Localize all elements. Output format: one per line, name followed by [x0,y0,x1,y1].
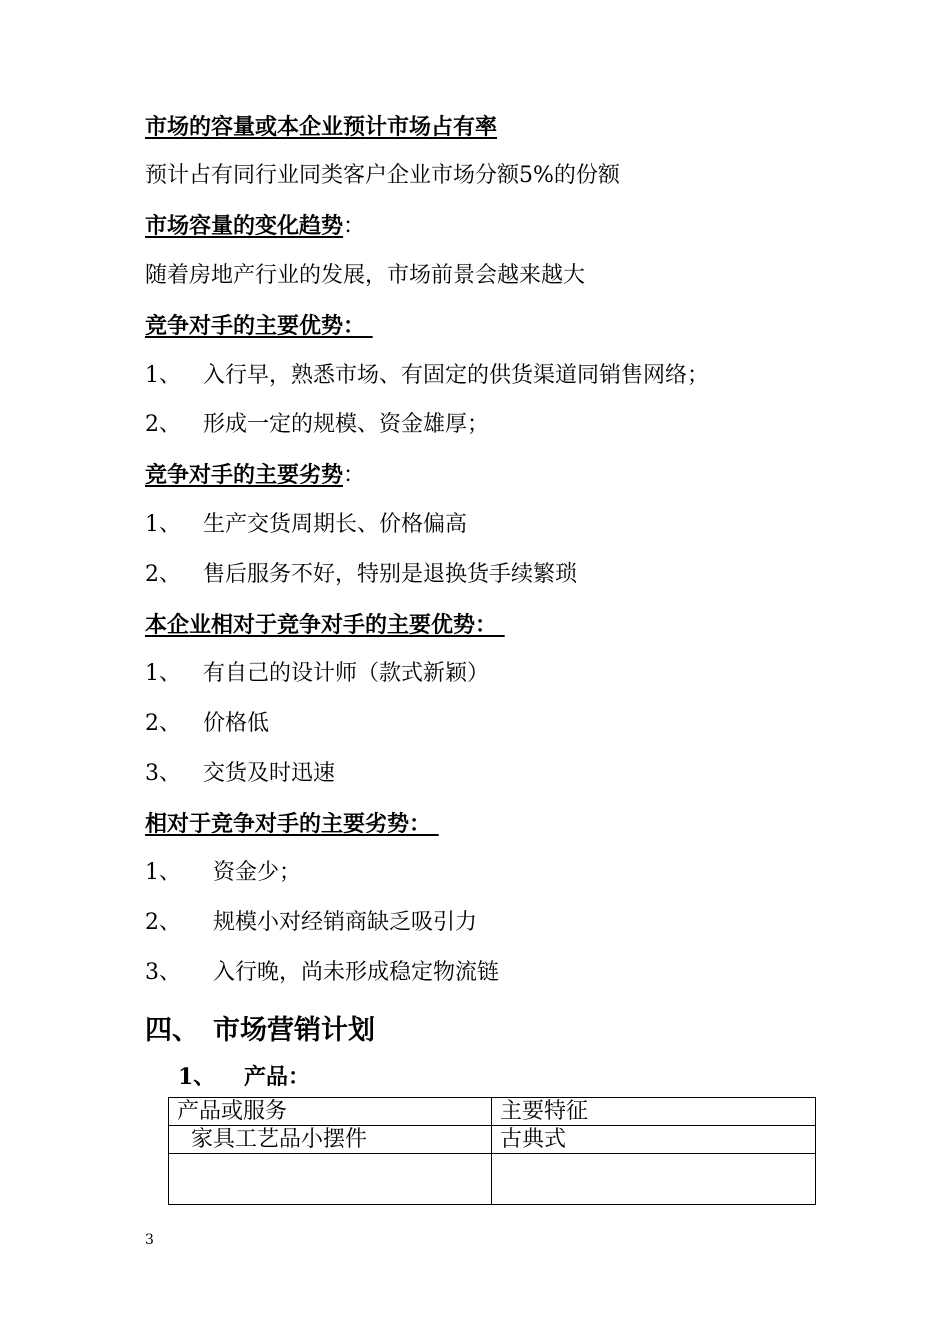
list-item-text: 交货及时迅速 [203,761,336,786]
list-item-number: 2、 [145,910,181,935]
list-item [145,858,301,888]
list-item-text: 售后服务不好，特别是退换货手续繁琐 [203,562,578,587]
subheading-trail [431,811,439,837]
product-table [168,1097,816,1205]
list-item [145,510,467,540]
subheading-trail [365,313,373,339]
table-header-cell: 主要特征 [492,1098,816,1126]
list-item-number: 3、 [145,960,181,985]
subheading-trail [497,612,505,638]
list-item-text: 规模小对经销商缺乏吸引力 [213,910,478,935]
subheading [145,311,373,341]
subheading-trail: ： [343,214,366,239]
list-item-number: 2、 [145,711,181,736]
subsection-number: 1、 [178,1064,216,1090]
section-number: 四、 [145,1015,199,1046]
list-item-text: 有自己的设计师（款式新颖） [203,661,490,686]
subheading-text: 本企业相对于竞争对手的主要优势： [145,612,498,638]
subheading [145,112,497,142]
list-item [145,908,477,938]
paragraph: 随着房地产行业的发展，市场前景会越来越大 [145,263,586,288]
table-cell: 家具工艺品小摆件 [169,1126,492,1154]
list-item-number: 1、 [145,363,181,388]
subsection-title: 产品： [244,1064,311,1090]
list-item-number: 3、 [145,761,181,786]
list-item-number: 1、 [145,860,181,885]
subsection-heading [178,1060,310,1091]
subheading-text: 竞争对手的主要劣势 [145,462,344,488]
list-item-text: 价格低 [203,711,270,736]
section-title: 市场营销计划 [213,1015,375,1046]
subheading [145,809,439,839]
list-item-text: 入行早，熟悉市场、有固定的供货渠道同销售网络； [203,363,710,388]
list-item-number: 2、 [145,562,181,587]
list-item [145,361,709,391]
subheading [145,211,365,242]
table-row [169,1154,816,1205]
list-item-text: 形成一定的规模、资金雄厚； [203,412,490,437]
list-item-number: 1、 [145,661,181,686]
table-cell: 古典式 [492,1126,816,1154]
list-item [145,709,269,739]
table-header-cell: 产品或服务 [169,1098,492,1126]
list-item-text: 生产交货周期长、价格偏高 [203,512,468,537]
list-item-text: 入行晚，尚未形成稳定物流链 [213,960,500,985]
subheading-text: 竞争对手的主要优势： [145,313,366,339]
section-heading [145,1008,375,1047]
list-item [145,759,335,789]
list-item [145,958,499,988]
list-item-text: 资金少； [213,860,302,885]
paragraph: 预计占有同行业同类客户企业市场分额5%的份额 [145,163,620,188]
list-item-number: 1、 [145,512,181,537]
list-item-number: 2、 [145,412,181,437]
subheading-text: 市场的容量或本企业预计市场占有率 [145,114,498,140]
subheading [145,610,505,640]
subheading [145,460,365,491]
table-cell [492,1154,816,1205]
list-item [145,560,577,590]
subheading-text: 市场容量的变化趋势 [145,213,344,239]
subheading-text: 相对于竞争对手的主要劣势： [145,811,432,837]
table-row [169,1126,816,1154]
list-item [145,659,489,689]
table-header-row [169,1098,816,1126]
subheading-trail: ： [343,463,366,488]
list-item [145,410,489,440]
table-cell [169,1154,492,1205]
page-number: 3 [145,1232,154,1248]
